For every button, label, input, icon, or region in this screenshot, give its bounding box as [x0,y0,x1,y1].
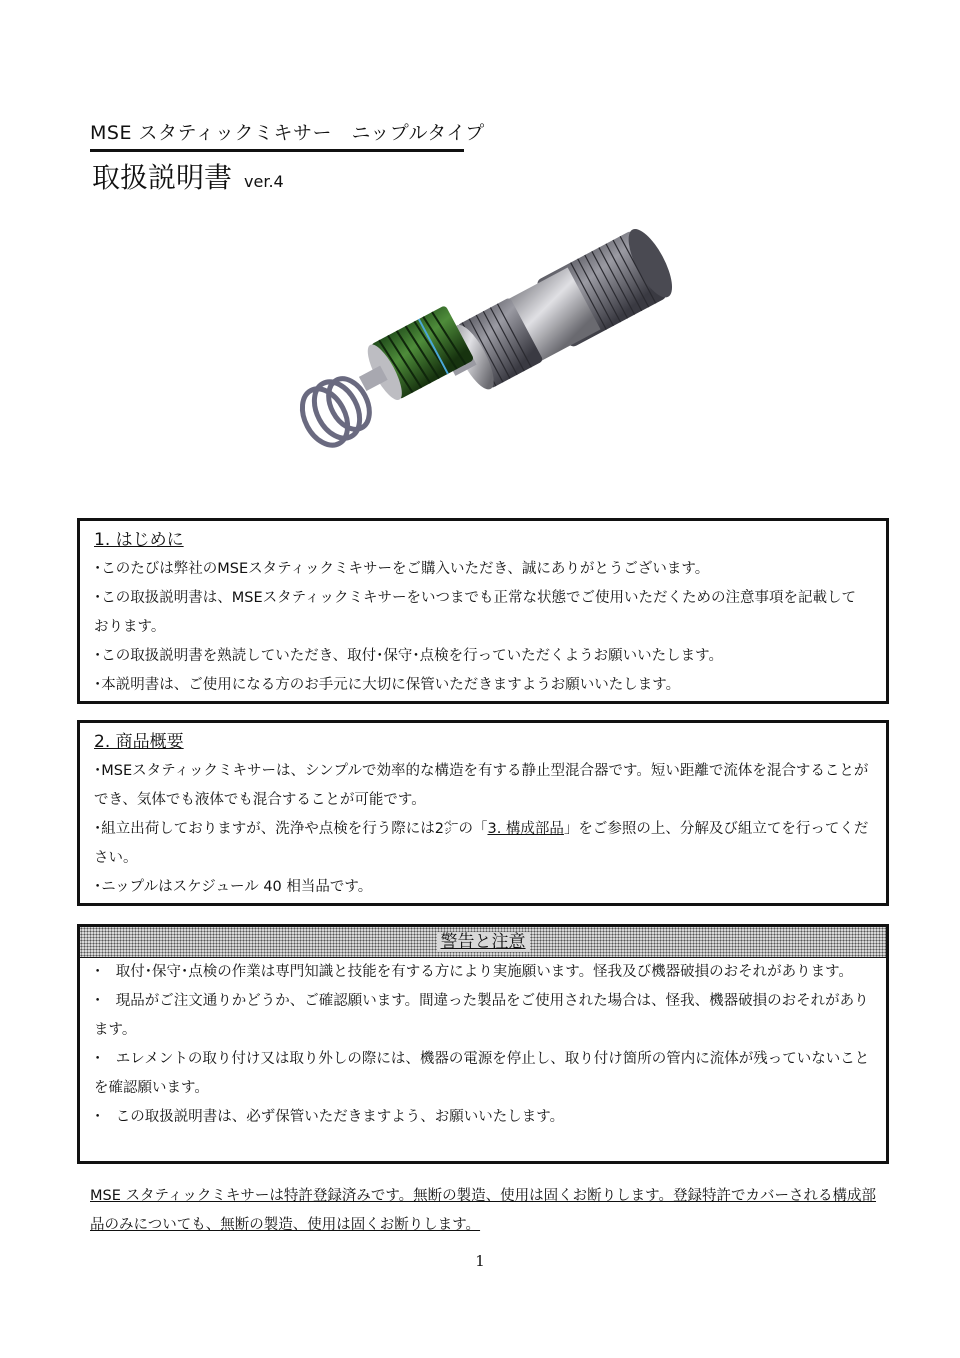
section-product-overview [77,720,889,906]
intro-line-3: ･この取扱説明書を熟読していただき、取付･保守･点検を行っていただくようお願いいたします。 [94,648,724,664]
version-label: ver.4 [244,172,284,191]
intro-line-4: ･本説明書は、ご使用になる方のお手元に大切に保管いただきますようお願いいたします。 [94,677,681,693]
intro-line-1: ･このたびは弊社のMSEスタティックミキサーをご購入いただき、誠にありがとうございます。 [94,561,710,577]
intro-line-2: ･この取扱説明書は、MSEスタティックミキサーをいつまでも正常な状態でご使用いただくための注意事項を記載しております。 [94,590,856,635]
warning-line-2: ･ 現品がご注文通りかどうか、ご確認願います。間違った製品をご使用された場合は、怪我、機器破損のおそれがあります。 [94,993,869,1038]
overview-line-2: ･組立出荷しておりますが、洗浄や点検を行う際には2㌻の「3. 構成部品」をご参照の上、分解及び組立てを行ってください。 [94,821,869,866]
warning-line-1: ･ 取付･保守･点検の作業は専門知識と技能を有する方により実施願います。怪我及び機器破損のおそれがあります。 [94,964,853,980]
mixer-exploded-view-illustration [285,222,685,462]
section-warnings [77,924,889,1164]
patent-notice: MSE スタティックミキサーは特許登録済みです。無断の製造、使用は固くお断りします。登録特許でカバーされる構成部品のみについても、無断の製造、使用は固くお断りします。 [90,1188,877,1233]
overview-line-1: ･MSEスタティックミキサーは、シンプルで効率的な構造を有する静止型混合器です。短い距離で流体を混合することができ、気体でも液体でも混合することが可能です。 [94,763,869,808]
document-title [92,156,284,196]
section-heading: 1. はじめに [94,530,184,550]
overview-line-3: ･ニップルはスケジュール 40 相当品です。 [94,879,373,895]
title-text: 取扱説明書 [92,161,233,194]
warning-line-4: ･ この取扱説明書は、必ず保管いただきますよう、お願いいたします。 [94,1109,565,1125]
section-heading: 2. 商品概要 [94,732,184,752]
warning-line-3: ･ エレメントの取り付け又は取り外しの際には、機器の電源を停止し、取り付け箇所の管内に流体が残っていないことを確認願います。 [94,1051,870,1096]
parts-section-reference: 3. 構成部品 [487,821,564,837]
document-subtitle: MSE スタティックミキサー ニップルタイプ [90,118,464,152]
page-number: 1 [475,1252,485,1270]
section-introduction [77,518,889,704]
warning-heading: 警告と注意 [80,927,886,958]
